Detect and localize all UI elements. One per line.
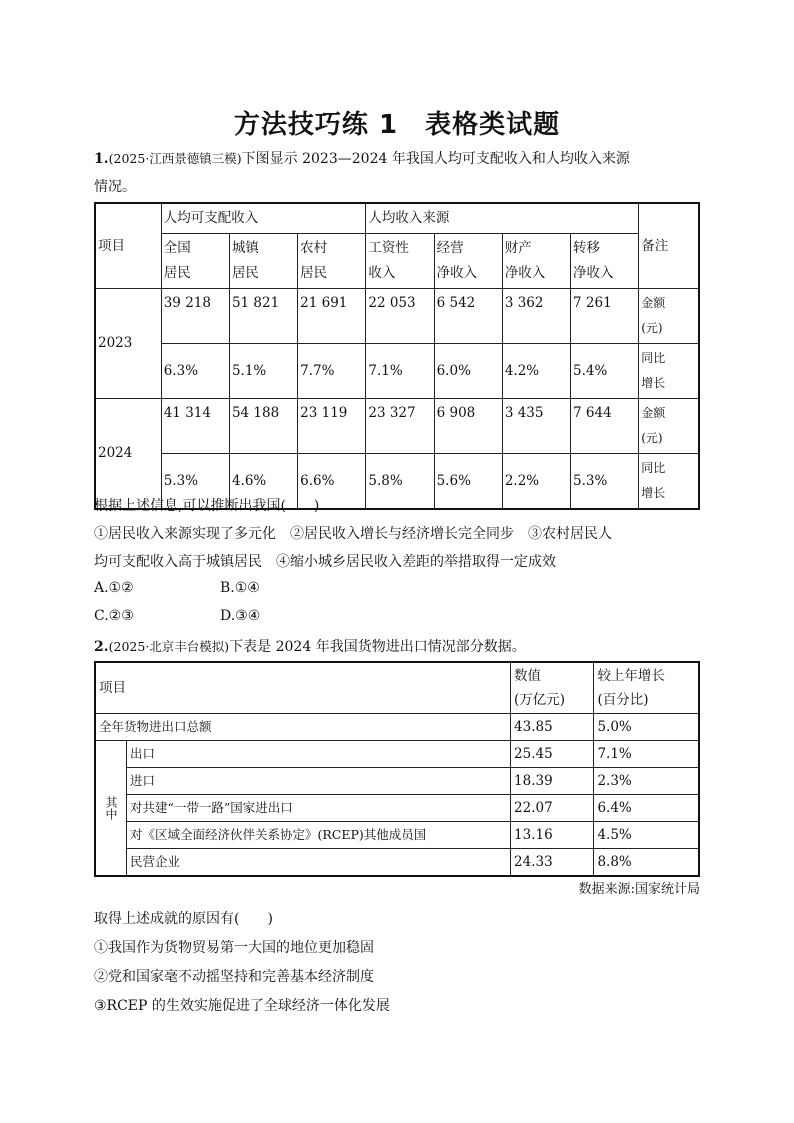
t2-row-value: 24.33 [511,849,594,877]
t1-cell: 4.6% [229,454,297,510]
t2-row-value: 18.39 [511,768,594,795]
t2-row-growth: 4.5% [594,822,699,849]
income-table [94,202,700,510]
t2-row-label: 出口 [127,741,511,768]
q2-number: 2. [94,639,109,655]
t1-cell: 23 119 [298,399,366,454]
q2-statement: ②党和国家毫不动摇坚持和完善基本经济制度 [94,969,374,985]
t2-row-value: 25.45 [511,741,594,768]
t1-cell: 7 261 [571,289,639,344]
t1-cell: 6.3% [161,344,229,399]
t1-cell: 5.4% [571,344,639,399]
q1-stem-a: 下图显示 2023—2024 年我国人均可支配收入和人均收入来源 [241,151,630,167]
t1-year: 2023 [95,289,161,399]
t1-cell: 5.1% [229,344,297,399]
t1-cell: 23 327 [366,399,434,454]
t2-row-label: 进口 [127,768,511,795]
t1-cell: 5.6% [434,454,502,510]
t2-header-value: 数值 (万亿元) [511,662,594,714]
data-source-note: 数据来源:国家统计局 [578,882,700,897]
t1-year: 2024 [95,399,161,510]
t1-cell: 7.1% [366,344,434,399]
t1-cell: 6.6% [298,454,366,510]
page-title: 方法技巧练 1 表格类试题 [233,110,561,140]
t1-subheader: 全国 居民 [161,234,229,289]
t1-cell: 5.3% [571,454,639,510]
t1-cell: 54 188 [229,399,297,454]
t1-cell: 3 435 [502,399,570,454]
t1-header-item: 项目 [95,203,161,289]
t1-subheader: 经营 净收入 [434,234,502,289]
t1-cell: 21 691 [298,289,366,344]
t2-row-growth: 2.3% [594,768,699,795]
t1-note: 同比 增长 [639,454,699,510]
t2-row-label: 对《区域全面经济伙伴关系协定》(RCEP)其他成员国 [127,822,511,849]
q1-option-d[interactable]: D.③④ [220,608,261,624]
q1-statements-line1: ①居民收入来源实现了多元化 ②居民收入增长与经济增长完全同步 ③农村居民人 [94,526,612,542]
t2-row-value: 13.16 [511,822,594,849]
t1-cell: 6 542 [434,289,502,344]
t1-cell: 4.2% [502,344,570,399]
t1-header-note: 备注 [639,203,699,289]
t1-note: 金额 (元) [639,399,699,454]
t2-row-label: 民营企业 [127,849,511,877]
q1-option-b[interactable]: B.①④ [220,580,260,596]
t1-note: 同比 增长 [639,344,699,399]
t2-row-growth: 8.8% [594,849,699,877]
t1-subheader: 工资性 收入 [366,234,434,289]
q1-option-a[interactable]: A.①② [94,580,134,596]
t1-cell: 5.3% [161,454,229,510]
t1-cell: 2.2% [502,454,570,510]
t2-row-growth: 7.1% [594,741,699,768]
t1-cell: 51 821 [229,289,297,344]
t1-cell: 7 644 [571,399,639,454]
t2-header-growth: 较上年增长 (百分比) [594,662,699,714]
t1-note: 金额 (元) [639,289,699,344]
trade-table [94,661,700,877]
t1-subheader: 财产 净收入 [502,234,570,289]
t1-cell: 6 908 [434,399,502,454]
t1-cell: 5.8% [366,454,434,510]
q1-statements-line2: 均可支配收入高于城镇居民 ④缩小城乡居民收入差距的举措取得一定成效 [94,554,556,570]
q1-option-c[interactable]: C.②③ [94,608,134,624]
q2-question: 取得上述成就的原因有( ) [94,911,273,927]
t1-subheader: 转移 净收入 [571,234,639,289]
t1-subheader: 城镇 居民 [229,234,297,289]
t1-cell: 39 218 [161,289,229,344]
t2-row-label: 对共建“一带一路”国家进出口 [127,795,511,822]
t1-subheader: 农村 居民 [298,234,366,289]
q1-stem-line2: 情况。 [94,179,136,195]
q1-source: (2025·江西景德镇三模) [108,151,242,166]
t1-cell: 7.7% [298,344,366,399]
t2-group-label: 其中 [95,741,127,877]
t1-cell: 3 362 [502,289,570,344]
t1-cell: 6.0% [434,344,502,399]
t1-cell: 41 314 [161,399,229,454]
t2-row-growth: 6.4% [594,795,699,822]
q2-stem [94,636,526,656]
t2-total-label: 全年货物进出口总额 [95,714,511,741]
t2-total-value: 43.85 [511,714,594,741]
t2-total-growth: 5.0% [594,714,699,741]
q1-number: 1. [94,151,109,167]
q2-stem-text: 下表是 2024 年我国货物进出口情况部分数据。 [229,639,526,655]
t1-group-disposable: 人均可支配收入 [161,203,366,234]
q2-source: (2025·北京丰台模拟) [108,639,230,654]
t1-group-sources: 人均收入来源 [366,203,639,234]
t2-header-item: 项目 [95,662,511,714]
q1-question: 根据上述信息,可以推断出我国( ) [94,498,320,514]
q2-statement: ③RCEP 的生效实施促进了全球经济一体化发展 [94,998,390,1014]
q1-stem-line1 [94,148,630,168]
t2-row-value: 22.07 [511,795,594,822]
t1-cell: 22 053 [366,289,434,344]
q2-statement: ①我国作为货物贸易第一大国的地位更加稳固 [94,940,374,956]
